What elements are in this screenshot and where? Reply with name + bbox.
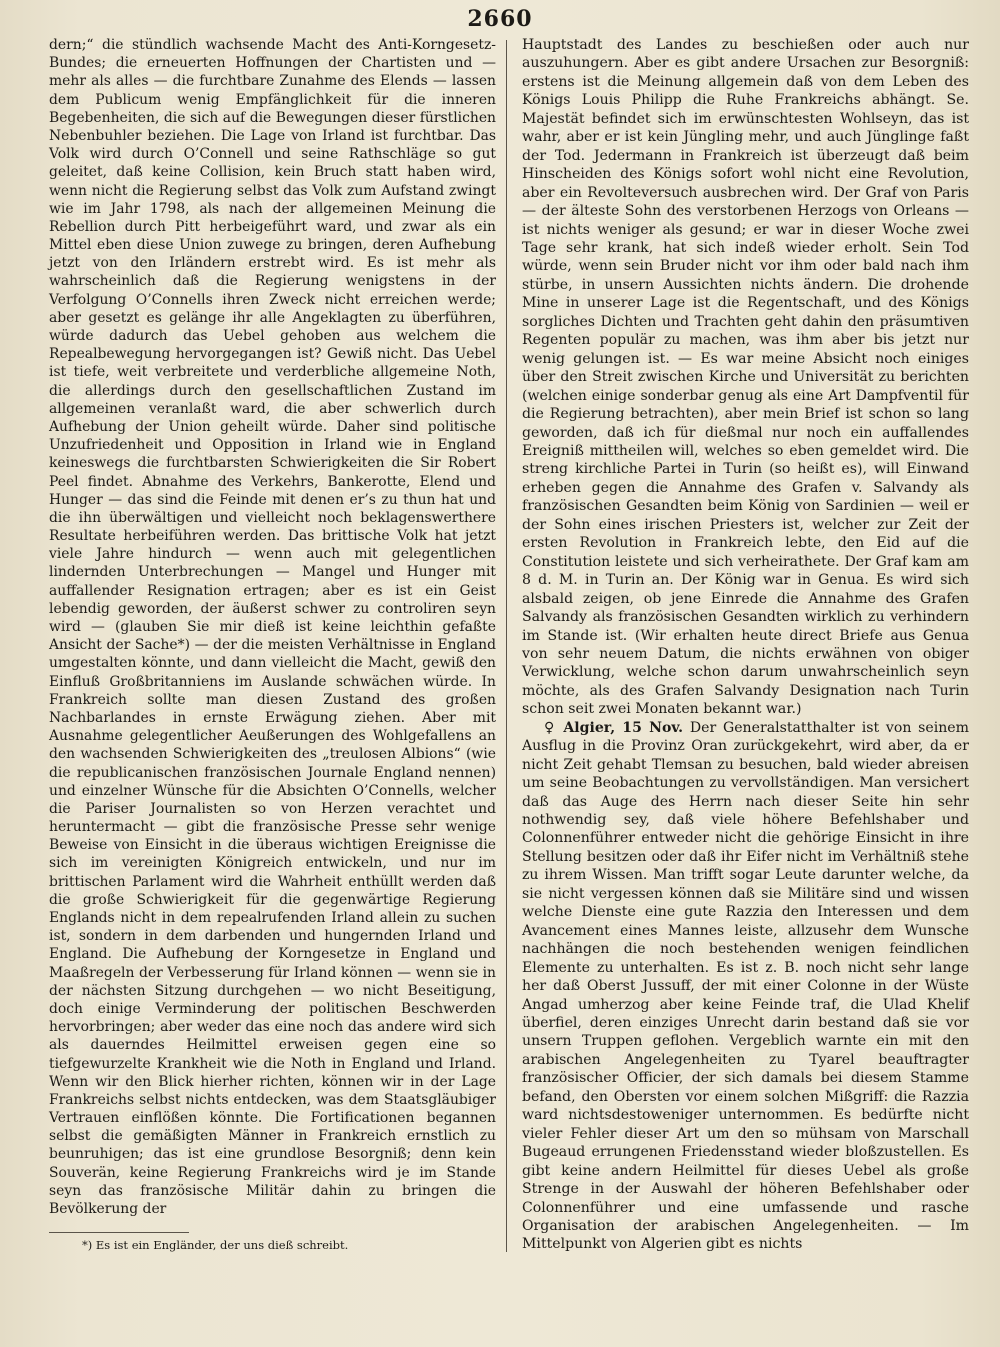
left-column (49, 36, 496, 1218)
footnote-rule (49, 1232, 189, 1233)
right-column (522, 36, 969, 1254)
page-number: 2660 (467, 6, 533, 32)
footnote: *) Es ist ein Engländer, der uns dieß schreibt. (82, 1238, 349, 1252)
algier-text: Der Generalstatthalter ist von seinem Ausflug in die Provinz Oran zurückgekehrt, wird aber, da er nicht Zeit gehabt Tlemsan zu besuchen, bald wieder abreisen um seine Beobachtungen zu vervollständigen. Man versichert daß das Auge des Herrn nach dieser Seite hin sehr nothwendig sey, daß viele höhere Befehlshaber und Colonnenführer entweder nicht die gehörige Einsicht in ihre Stellung besitzen oder daß ihr Eifer nicht im Verhältniß stehe zu ihrem Wissen. Man trifft sogar Leute darunter welche, da sie nicht vergessen können daß sie Militäre sind und wissen welche Dienste eine gute Razzia den Interessen und dem Avancement eines Mannes leiste, allzusehr dem Wunsche nachhängen die noch bestehenden wenigen feindlichen Elemente zu unterhalten. Es ist z. B. noch nicht sehr lange her daß Oberst Jussuff, der mit einer Colonne in der Wüste Angad umherzog aber keine Feinde traf, die Ulad Khelif überfiel, deren einziges Unrecht darin bestand daß sie vor unsern Truppen geflohen. Vergeblich warnte ein mit den arabischen Angelegenheiten zu Tyarel beauftragter französischer Officier, der sich damals bei diesem Stamme befand, den Obersten vor einem solchen Mißgriff: die Razzia ward nichtsdestoweniger unternommen. Es bedürfte nicht vieler Fehler dieser Art um den so mühsam von Marschall Bugeaud errungenen Friedensstand wieder bloßzustellen. Es gibt keine andern Heilmittel für dieses Uebel als große Strenge in der Auswahl der höheren Befehlshaber oder Colonnenführer und eine umfassende und rasche Organisation der arabischen Angelegenheiten. — Im Mittelpunkt von Algerien gibt es nichts (522, 719, 970, 1253)
column-divider (506, 40, 507, 1252)
right-column-text: Hauptstadt des Landes zu beschießen oder auch nur auszuhungern. Aber es gibt andere Ursachen zur Besorgniß: erstens ist die Meinung allgemein daß von dem Leben des Königs Louis Philipp die Ruhe Frankreichs abhängt. Se. Majestät befindet sich im erwünschtesten Wohlseyn, das ist wahr, aber er ist kein Jüngling mehr, und auch Jünglinge faßt der Tod. Jedermann in Frankreich ist überzeugt daß beim Hinscheiden des Königs sofort wohl nicht eine Revolution, aber ein Revolteversuch ausbrechen wird. Der Graf von Paris — der älteste Sohn des verstorbenen Herzogs von Orleans — ist nichts weniger als gesund; er war in dieser Woche zwei Tage sehr krank, hat sich indeß wieder erholt. Sein Tod würde, wenn sein Bruder nicht vor ihm oder bald nach ihm stürbe, in unsern Aussichten nichts ändern. Die drohende Mine in unserer Lage ist die Regentschaft, und des Königs sorgliches Dichten und Trachten geht dahin den präsumtiven Regenten populär zu machen, was ihm aber bis jetzt nur wenig gelungen ist. — Es war meine Absicht noch einiges über den Streit zwischen Kirche und Universität zu berichten (welchen einige sonderbar genug als eine Art Dampfventil für die Regierung betrachten), aber mein Brief ist schon so lang geworden, daß ich für dießmal nur noch ein auffallendes Ereigniß mittheilen will, welches so eben gemeldet wird. Die streng kirchliche Partei in Turin (so heißt es), will Einwand erheben gegen die Annahme des Grafen v. Salvandy als französischen Gesandten beim König von Sardinien — weil er der Sohn eines irischen Priesters ist, welcher zur Zeit der ersten Revolution in Frankreich lebte, den Eid auf die Constitution leistete und sich verheirathete. Der Graf kam am 8 d. M. in Turin an. Der König war in Genua. Es wird sich alsbald zeigen, ob jene Einrede die Annahme des Grafen Salvandy als französischen Gesandten wirklich zu verhindern im Stande ist. (Wir erhalten heute direct Briefe aus Genua von sehr neuem Datum, die nichts erwähnen von obiger Verwicklung, welche schon darum unwahrscheinlich seyn möchte, als des Grafen Salvandy Designation nach Turin schon seit zwei Monaten bekannt war.) (522, 37, 969, 718)
algier-dateline: Algier, 15 Nov. (563, 719, 684, 736)
location-symbol: ♀ (544, 719, 557, 736)
left-column-text: dern;“ die stündlich wachsende Macht des Anti-Korngesetz-Bundes; die erneuerten Hoffnungen der Chartisten und — mehr als alles — die furchtbare Zunahme des Elends — lassen dem Publicum wenig Empfänglichkeit für die inneren Begebenheiten, die sich auf die Bewegungen dieser fürstlichen Nebenbuhler beziehen. Die Lage von Irland ist furchtbar. Das Volk wird durch O’Connell und seine Rathschläge so gut geleitet, daß keine Collision, kein Bruch statt haben wird, wenn nicht die Regierung selbst das Volk zum Aufstand zwingt wie im Jahr 1798, als nach der allgemeinen Meinung die Rebellion durch Pitt herbeigeführt ward, und zwar als ein Mittel eben diese Union zuwege zu bringen, deren Aufhebung jetzt von den Irländern erstrebt wird. Es ist mehr als wahrscheinlich daß die Regierung wenigstens in der Verfolgung O’Connells ihren Zweck nicht erreichen werde; aber gesetzt es gelänge ihr alle Angeklagten zu überführen, würde dadurch das Uebel gehoben aus welchem die Repealbewegung hervorgegangen ist? Gewiß nicht. Das Uebel ist tiefe, weit verbreitete und verderbliche allgemeine Noth, die allerdings durch den gesellschaftlichen Zustand im allgemeinen veranlaßt ward, die aber schwerlich durch Aufhebung der Union geheilt würde. Daher sind politische Unzufriedenheit und Opposition in Irland wie in England keineswegs die furchtbarsten Schwierigkeiten die Sir Robert Peel findet. Abnahme des Verkehrs, Bankerotte, Elend und Hunger — das sind die Feinde mit denen er’s zu thun hat und die ihn überwältigen und vielleicht noch beklagenswerthere Resultate herbeiführen werden. Das brittische Volk hat jetzt viele Jahre hindurch — wenn auch mit gelegentlichen lindernden Unterbrechungen — Mangel und Hunger mit auffallender Resignation ertragen; aber es ist ein Geist lebendig geworden, der äußerst schwer zu controliren seyn wird — (glauben Sie mir dieß ist keine leichthin gefaßte Ansicht der Sache*) — der die meisten Verhältnisse in England umgestalten könnte, und dann vielleicht die Macht, gewiß den Einfluß Großbritanniens im Auslande schwächen würde. In Frankreich sollte man diesen Zustand des großen Nachbarlandes in ernste Erwägung ziehen. Aber mit Ausnahme gelegentlicher Aeußerungen des Wohlgefallens an den wachsenden Schwierigkeiten des „treulosen Albions“ (wie die republicanischen französischen Journale England nennen) und einzelner Wünsche für die Absichten O’Connells, welcher die Pariser Journalisten so von Herzen verachtet und heruntermacht — gibt die französische Presse sehr wenige Beweise von Einsicht in die überaus wichtigen Ereignisse die sich im vereinigten Königreich entwickeln, und nur im brittischen Parlament wird die Wahrheit enthüllt werden daß die große Schwierigkeit für die gegenwärtige Regierung Englands nicht in dem repealrufenden Irland allein zu suchen ist, sondern in dem darbenden und hungernden Irland und England. Die Aufhebung der Korngesetze in England und Maaßregeln der Verbesserung für Irland können — wenn sie in der nächsten Sitzung durchgehen — wo nicht Beseitigung, doch einige Verminderung der politischen Beschwerden hervorbringen; aber weder das eine noch das andere wird sich als dauerndes Heilmittel erweisen gegen eine so tiefgewurzelte Krankheit wie die Noth in England und Irland. Wenn wir den Blick hierher richten, können wir in der Lage Frankreichs selbst nichts entdecken, was dem Staatsgläubiger Vertrauen einflößen könnte. Die Fortificationen begannen selbst die gemäßigten Männer in Frankreich ernstlich zu beunruhigen; das ist eine grundlose Besorgniß; denn kein Souverän, keine Regierung Frankreichs wird je im Stande seyn das französische Militär dahin zu bringen die Bevölkerung der (49, 37, 496, 1217)
algier-article (522, 719, 969, 1254)
